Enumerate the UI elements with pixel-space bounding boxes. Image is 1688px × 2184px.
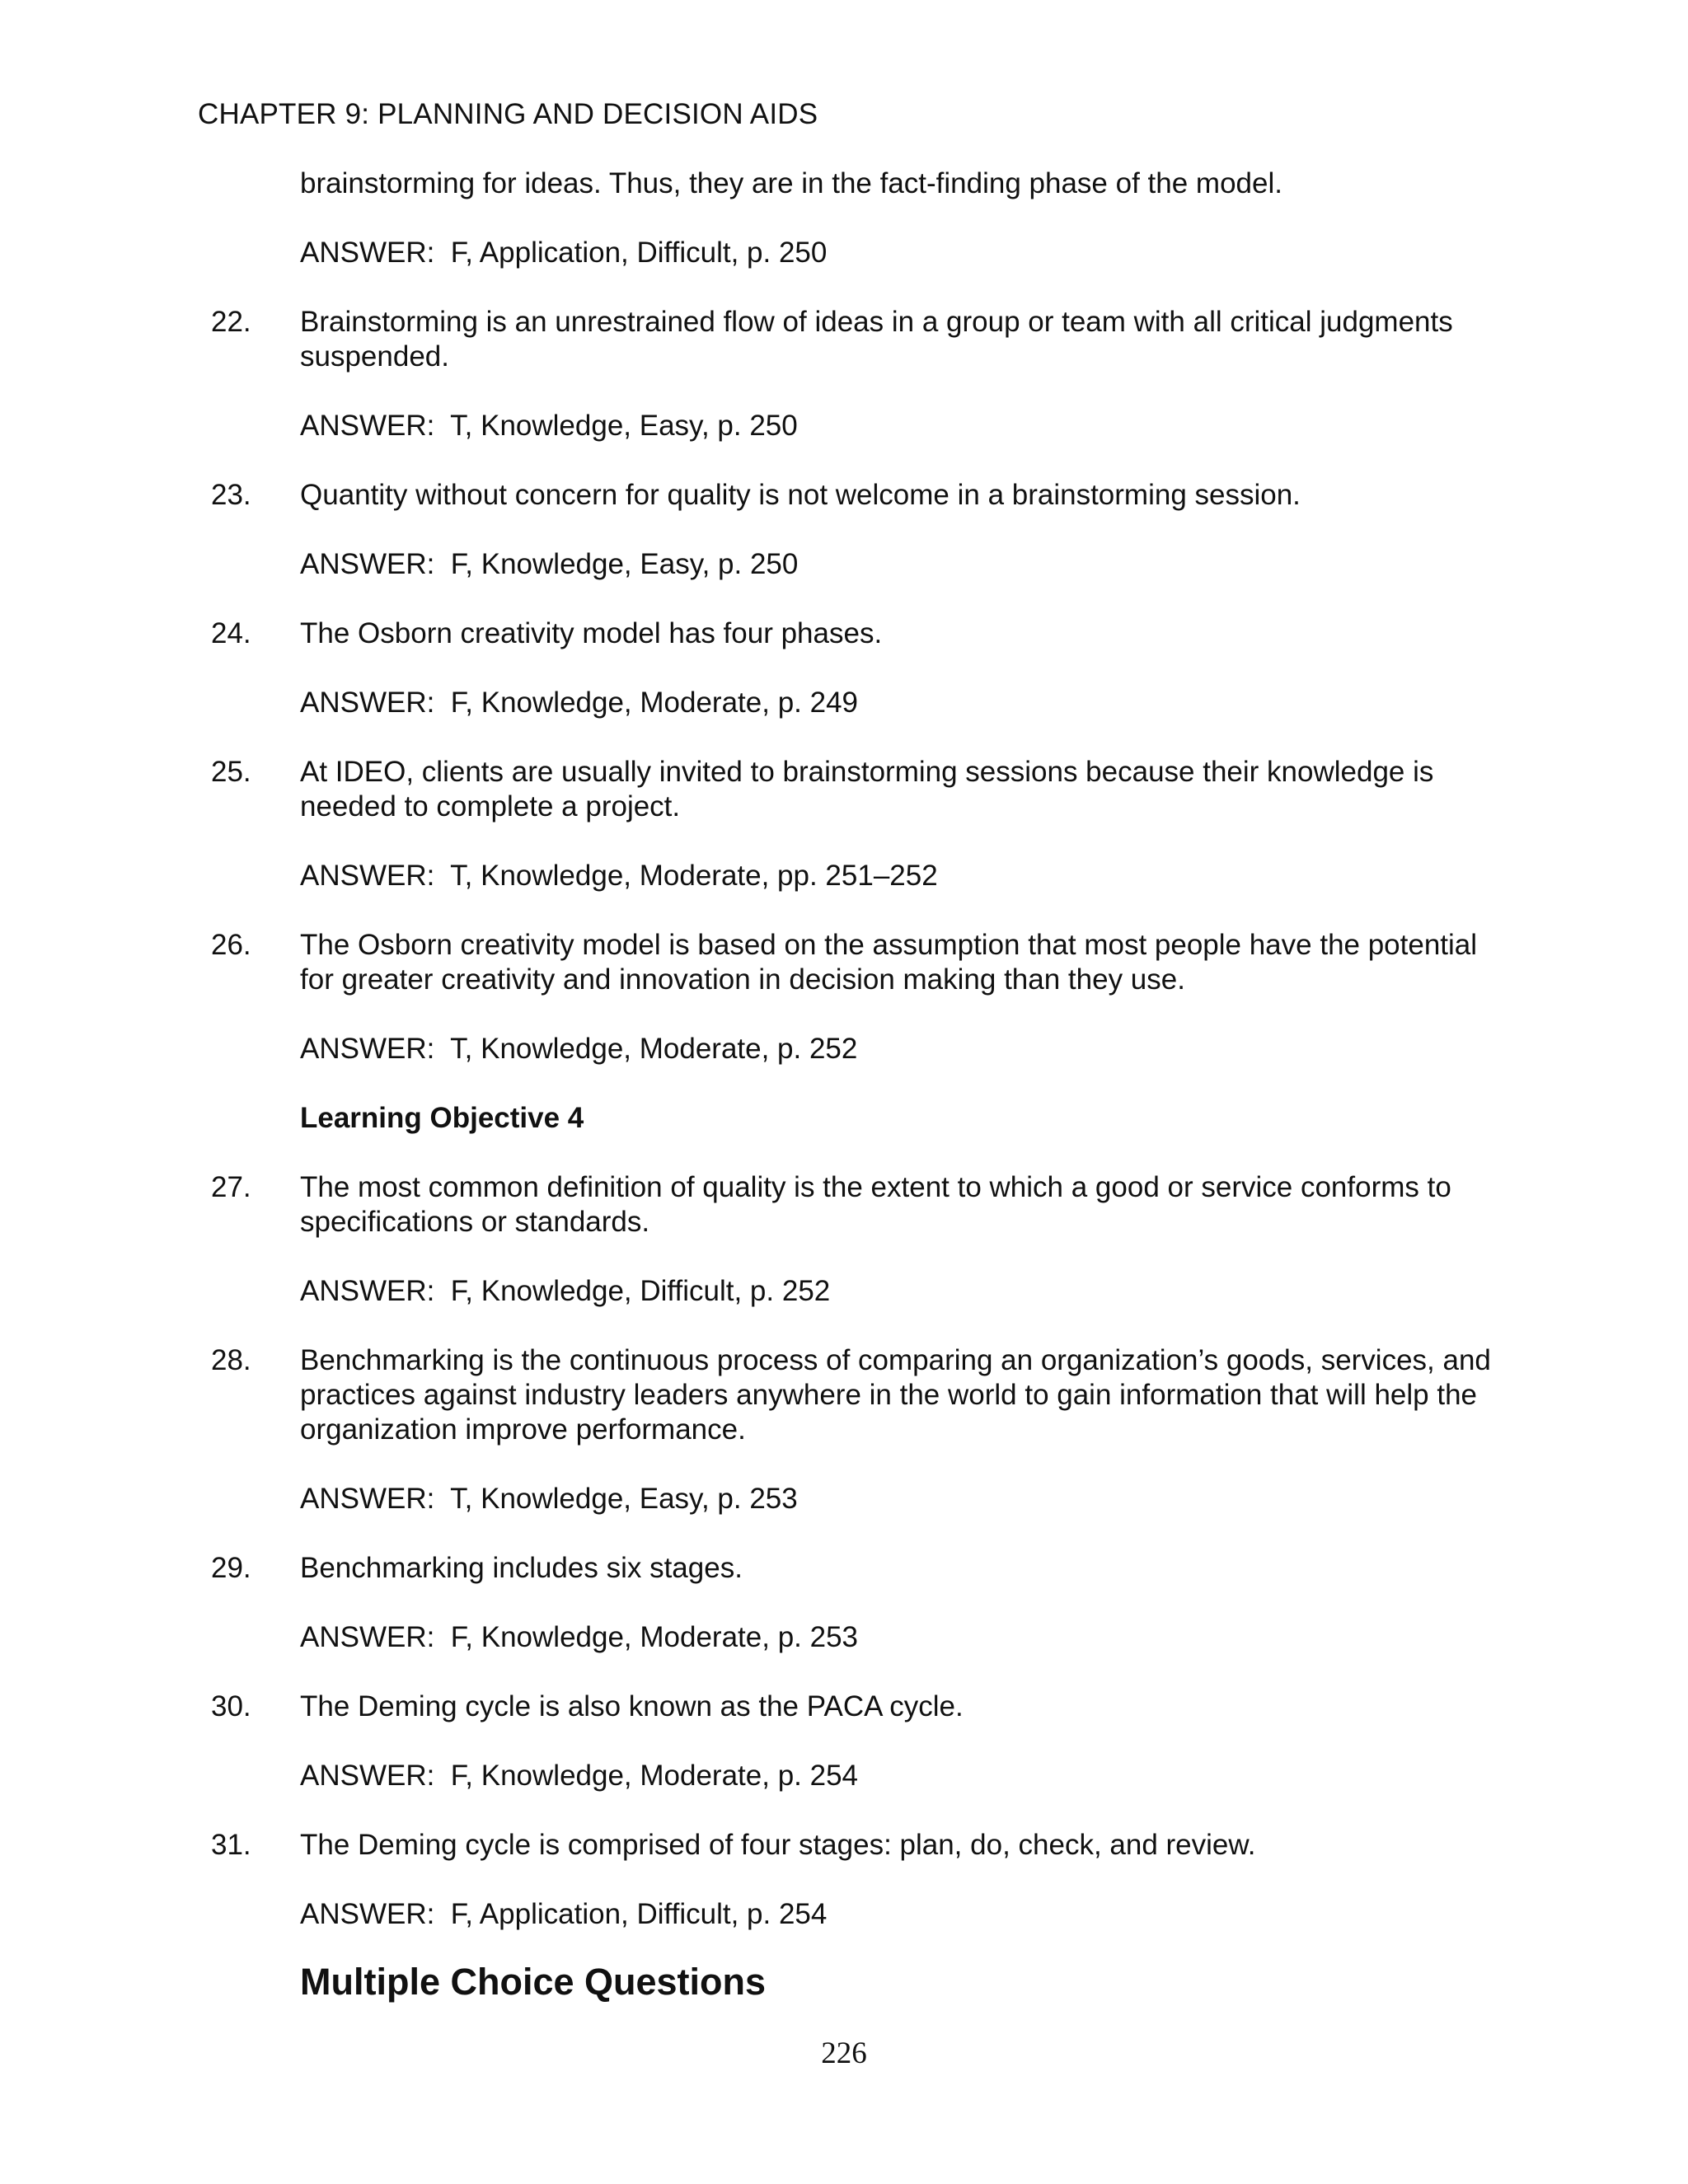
- question-text: At IDEO, clients are usually invited to brainstorming sessions because their knowledge is needed to complete a project.: [300, 756, 1434, 823]
- question-number: 22.: [211, 306, 251, 338]
- question-item: [211, 1690, 1503, 1724]
- question-number: 31.: [211, 1829, 251, 1861]
- question-item: [211, 478, 1503, 513]
- answer-line: ANSWER: T, Knowledge, Moderate, pp. 251–252: [300, 860, 938, 892]
- continued-question-text: brainstorming for ideas. Thus, they are in the fact-finding phase of the model.: [300, 167, 1282, 199]
- question-text: The most common definition of quality is the extent to which a good or service conforms to specifications or standards.: [300, 1171, 1451, 1238]
- question-item: [211, 755, 1503, 824]
- question-item: [211, 1828, 1503, 1863]
- answer-line: ANSWER: T, Knowledge, Easy, p. 253: [300, 1483, 798, 1515]
- answer-line: ANSWER: F, Knowledge, Moderate, p. 253: [300, 1621, 858, 1653]
- question-item: [211, 305, 1503, 374]
- document-body: [0, 166, 1688, 2004]
- answer-line: ANSWER: T, Knowledge, Easy, p. 250: [300, 410, 798, 442]
- question-number: 24.: [211, 617, 251, 649]
- learning-objective-heading: Learning Objective 4: [300, 1102, 584, 1134]
- answer-line: ANSWER: F, Knowledge, Difficult, p. 252: [300, 1275, 831, 1307]
- question-number: 27.: [211, 1171, 251, 1203]
- question-item: [211, 928, 1503, 997]
- answer-line: ANSWER: F, Application, Difficult, p. 254: [300, 1898, 828, 1930]
- question-text: The Deming cycle is also known as the PACA cycle.: [300, 1690, 964, 1722]
- question-number: 23.: [211, 479, 251, 511]
- question-text: Benchmarking is the continuous process of comparing an organization’s goods, services, and practices against industry leaders anywhere in the world to gain information that will help the organization improve performance.: [300, 1344, 1491, 1446]
- running-header: CHAPTER 9: PLANNING AND DECISION AIDS: [198, 98, 818, 130]
- question-number: 25.: [211, 756, 251, 788]
- answer-line: ANSWER: T, Knowledge, Moderate, p. 252: [300, 1033, 858, 1065]
- question-item: [211, 1170, 1503, 1240]
- section-heading: Multiple Choice Questions: [300, 1961, 767, 2003]
- question-item: [211, 1343, 1503, 1447]
- question-text: The Osborn creativity model has four phases.: [300, 617, 883, 649]
- page-number: 226: [821, 2036, 867, 2070]
- answer-line: ANSWER: F, Knowledge, Moderate, p. 249: [300, 687, 858, 719]
- question-number: 26.: [211, 929, 251, 961]
- answer-line: ANSWER: F, Application, Difficult, p. 250: [300, 237, 828, 269]
- question-number: 29.: [211, 1552, 251, 1584]
- answer-line: ANSWER: F, Knowledge, Easy, p. 250: [300, 548, 799, 580]
- question-text: Quantity without concern for quality is not welcome in a brainstorming session.: [300, 479, 1301, 511]
- question-number: 30.: [211, 1690, 251, 1722]
- question-number: 28.: [211, 1344, 251, 1376]
- question-item: [211, 616, 1503, 651]
- question-text: Benchmarking includes six stages.: [300, 1552, 743, 1584]
- answer-line: ANSWER: F, Knowledge, Moderate, p. 254: [300, 1760, 858, 1792]
- question-text: The Osborn creativity model is based on the assumption that most people have the potential for greater creativity and innovation in decision making than they use.: [300, 929, 1478, 996]
- question-item: [211, 1551, 1503, 1586]
- question-text: The Deming cycle is comprised of four stages: plan, do, check, and review.: [300, 1829, 1256, 1861]
- question-text: Brainstorming is an unrestrained flow of ideas in a group or team with all critical judgments suspended.: [300, 306, 1453, 373]
